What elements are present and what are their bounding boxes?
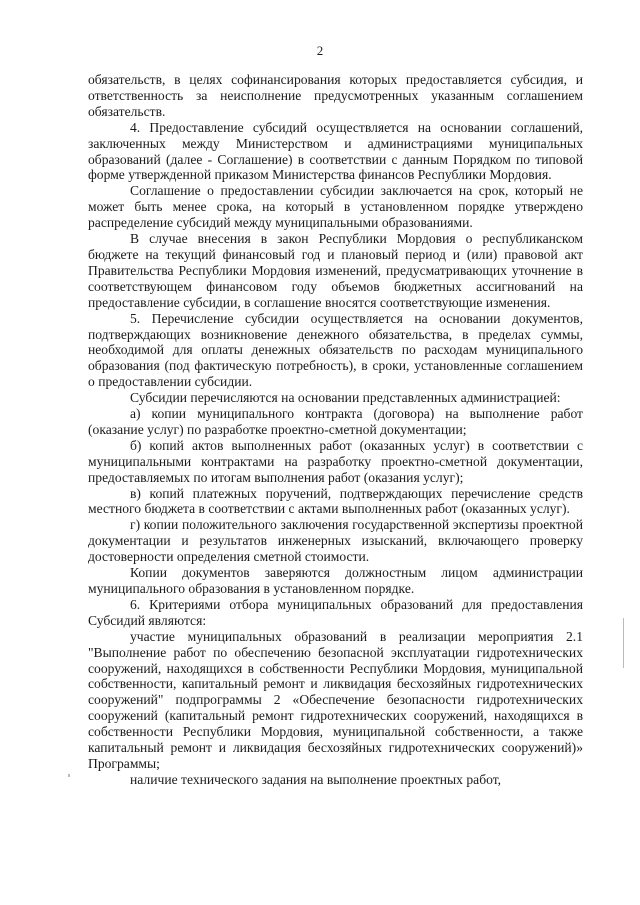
- document-body: [88, 72, 583, 788]
- paragraph-5-transfer: 5. Перечисление субсидии осуществляется на основании документов, подтверждающих возникновение денежного обязательства, в пределах суммы, необходимой для оплаты денежных обязательств по расходам муниципального образования (под фактическую потребность), в сроки, установленные соглашением о предоставлении субсидии.: [88, 310, 583, 390]
- paragraph-agreement-term: Соглашение о предоставлении субсидии заключается на срок, который не может быть менее срока, на который в установленном порядке утверждено распределение субсидий между муниципальными образованиями.: [88, 183, 583, 231]
- paragraph-participation: участие муниципальных образований в реализации мероприятия 2.1 "Выполнение работ по обеспечению безопасной эксплуатации гидротехнических сооружений, находящихся в собственности Республики Мордовия, муниципальной собственности, капитальный ремонт и ликвидация бесхозяйных гидротехнических сооружений" подпрограммы 2 «Обеспечение безопасности гидротехнических сооружений (капитальный ремонт гидротехнических сооружений, находящихся в собственности Республики Мордовия, муниципальной собственности, а также капитальный ремонт и ликвидация бесхозяйных гидротехнических сооружений)» Программы;: [88, 628, 583, 771]
- paragraph-transfer-basis: Субсидии перечисляются на основании представленных администрацией:: [130, 390, 561, 406]
- list-item-b: б) копий актов выполненных работ (оказанных услуг) в соответствии с муниципальными контрактами на разработку проектно-сметной документации, предоставляемых по итогам выполнения работ (оказания услуг);: [88, 437, 583, 485]
- paragraph-6-criteria: 6. Критериями отбора муниципальных образований для предоставления Субсидий являются:: [88, 596, 583, 628]
- paragraph-technical-assignment: наличие технического задания на выполнение проектных работ,: [130, 771, 502, 787]
- paragraph-obligations-continuation: обязательств, в целях софинансирования которых предоставляется субсидия, и ответственность за неисполнение предусмотренных указанным соглашением обязательств.: [88, 72, 583, 119]
- list-item-a: а) копии муниципального контракта (договора) на выполнение работ (оказание услуг) по разработке проектно-сметной документации;: [88, 406, 583, 437]
- paragraph-4-agreements: 4. Предоставление субсидий осуществляется на основании соглашений, заключенных между Министерством и администрациями муниципальных образований (далее - Соглашение) в соответствии с данным Порядком по типовой форме утвержденной приказом Министерства финансов Республики Мордовия.: [88, 119, 583, 183]
- page-number: 2: [316, 43, 324, 58]
- list-item-g: г) копии положительного заключения государственной экспертизы проектной документации и результатов инженерных изысканий, включающего проверку достоверности определения сметной стоимости.: [88, 517, 583, 565]
- scan-artifact: [623, 618, 624, 668]
- list-item-v: в) копий платежных поручений, подтверждающих перечисление средств местного бюджета в соответствии с актами выполненных работ (оказанных услуг).: [88, 485, 583, 517]
- paragraph-certification: Копии документов заверяются должностным лицом администрации муниципального образования в установленном порядке.: [88, 565, 583, 596]
- scan-artifact: [68, 774, 70, 777]
- paragraph-budget-changes: В случае внесения в закон Республики Мордовия о республиканском бюджете на текущий финансовый год и плановый период и (или) правовой акт Правительства Республики Мордовия изменений, предусматривающих уточнение в соответствующем финансовом году объемов бюджетных ассигнований на предоставление субсидии, в соглашение вносятся соответствующие изменения.: [88, 231, 583, 310]
